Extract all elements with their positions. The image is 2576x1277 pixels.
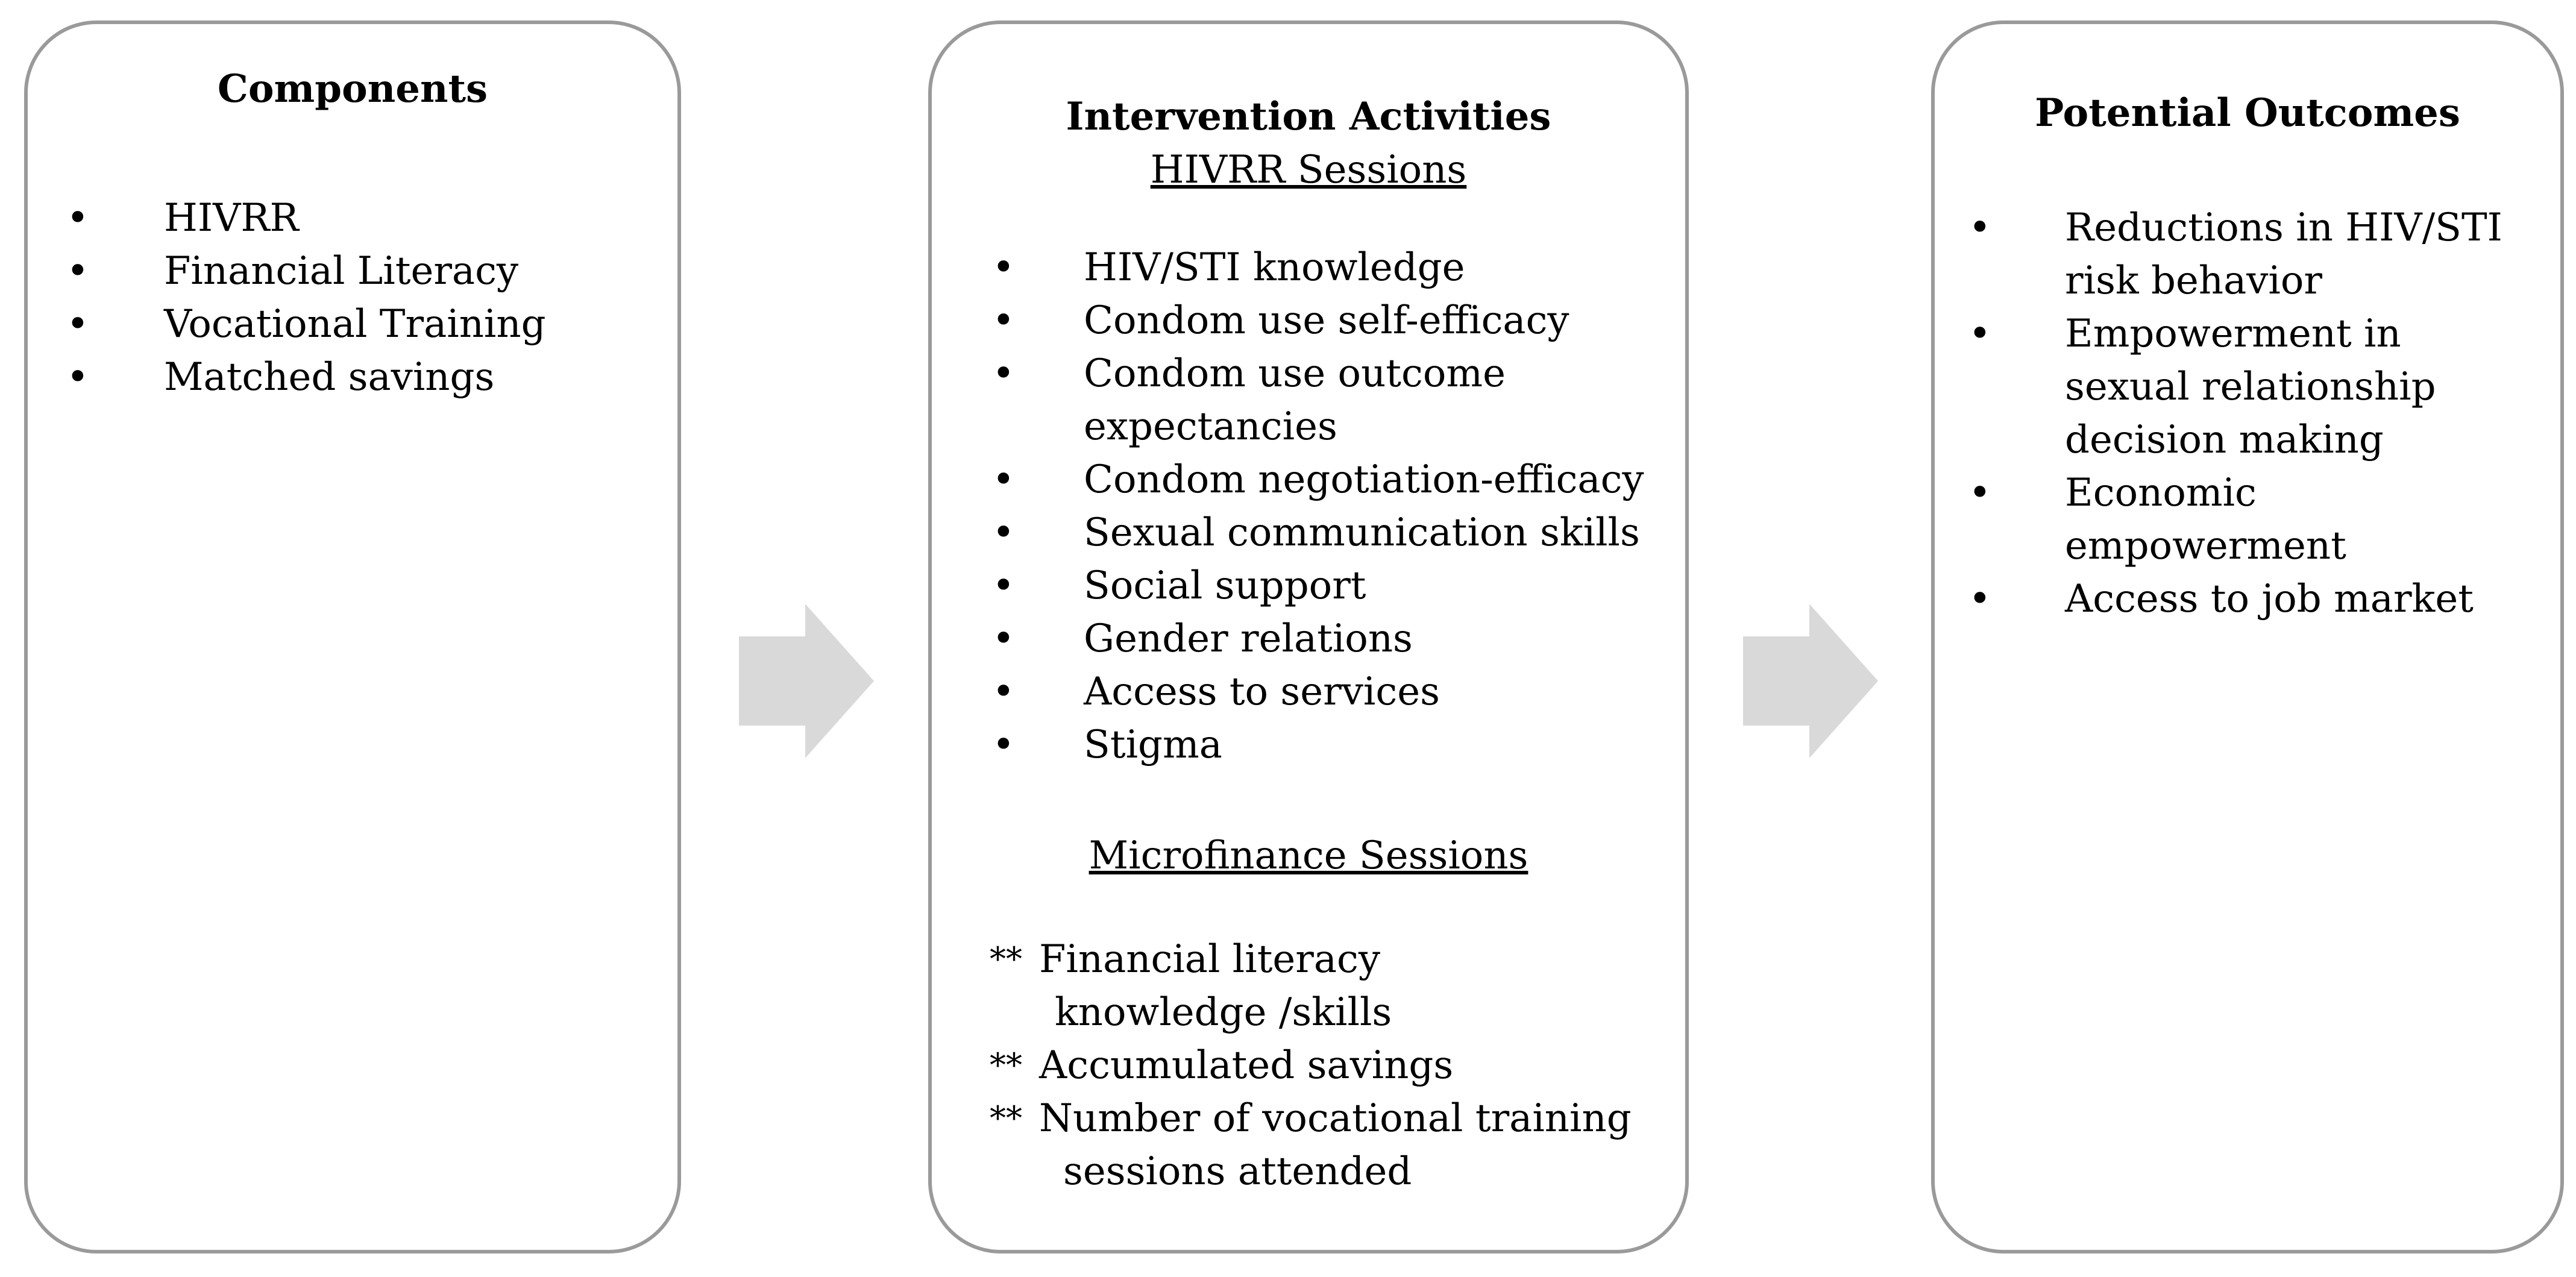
double-asterisk-marker: ** xyxy=(990,940,1022,978)
microfinance-sessions-heading: Microfinance Sessions xyxy=(1089,833,1528,878)
list-item: • Condom use self-efficacy xyxy=(992,294,1667,347)
list-item-text: Number of vocational training xyxy=(1039,1096,1632,1141)
list-item-text: sessions attended xyxy=(1063,1149,1412,1194)
list-item: • HIVRR xyxy=(66,192,546,245)
list-item: • Empowerment in sexual relationship decision making xyxy=(1968,307,2499,466)
list-item xyxy=(990,933,1632,1039)
double-asterisk-marker: ** xyxy=(990,1046,1022,1084)
right-arrow-icon xyxy=(1743,604,1878,758)
components-list xyxy=(66,192,546,404)
activities-box xyxy=(928,20,1689,1253)
list-item: • Vocational Training xyxy=(66,298,546,351)
list-item: • Stigma xyxy=(992,718,1667,771)
components-title: Components xyxy=(217,66,488,111)
list-item: • Condom negotiation-efficacy xyxy=(992,453,1667,506)
list-item: • Financial Literacy xyxy=(66,245,546,298)
list-item: • Condom use outcome expectancies xyxy=(992,347,1518,453)
microfinance-sessions-list xyxy=(990,933,1632,1198)
list-item: • Access to services xyxy=(992,665,1667,718)
outcomes-title: Potential Outcomes xyxy=(2035,90,2460,136)
components-box xyxy=(24,20,681,1253)
list-item-text: Accumulated savings xyxy=(1039,1043,1454,1088)
hivrr-sessions-list xyxy=(992,241,1667,771)
list-item: • Gender relations xyxy=(992,612,1667,665)
list-item xyxy=(990,1092,1632,1198)
right-arrow-icon xyxy=(739,604,874,758)
hivrr-sessions-heading: HIVRR Sessions xyxy=(1150,148,1467,192)
list-item-text: Financial literacy xyxy=(1039,937,1381,982)
list-item xyxy=(990,1039,1632,1092)
outcomes-list xyxy=(1968,201,2547,626)
outcomes-box xyxy=(1931,20,2564,1253)
list-item: • Access to job market xyxy=(1968,573,2547,626)
list-item: • HIV/STI knowledge xyxy=(992,241,1667,294)
list-item: • Reductions in HIV/STI risk behavior xyxy=(1968,201,2547,307)
list-item: • Matched savings xyxy=(66,351,546,404)
list-item: • Economic empowerment xyxy=(1968,466,2427,573)
list-item: • Social support xyxy=(992,559,1667,612)
list-item-text: knowledge /skills xyxy=(1055,990,1392,1035)
list-item: • Sexual communication skills xyxy=(992,506,1667,559)
double-asterisk-marker: ** xyxy=(990,1099,1022,1137)
activities-title: Intervention Activities xyxy=(1066,94,1551,139)
